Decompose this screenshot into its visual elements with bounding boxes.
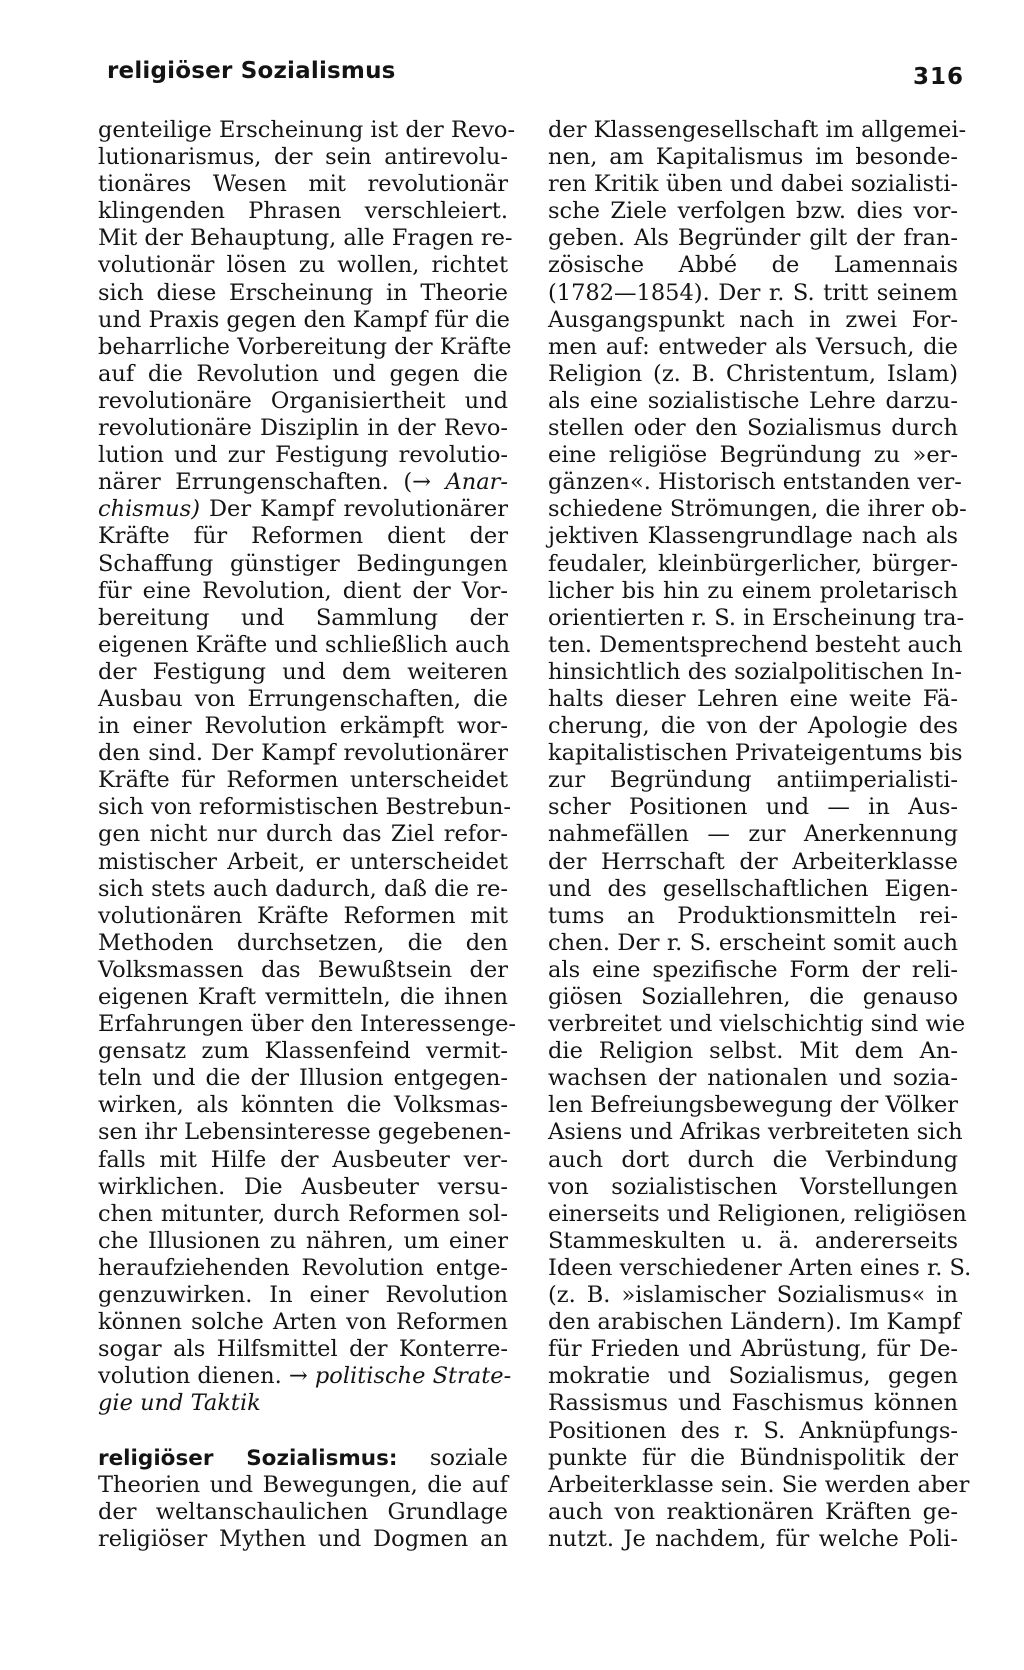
text-line: in einer Revolution erkämpft wor-	[98, 713, 508, 740]
left-line-xref-strategie-cont	[98, 1390, 508, 1417]
text-line: den sind. Der Kampf revolutionärer	[98, 740, 508, 767]
text-line: eigenen Kraft vermitteln, die ihnen	[98, 984, 508, 1010]
entry-spacer	[98, 1418, 508, 1445]
text-line: heraufziehenden Revolution entge-	[98, 1254, 508, 1281]
text-line: verbreitet und vielschichtig sind wie	[548, 1011, 966, 1038]
xref-politische-strategie[interactable]: politische Strate-	[314, 1363, 512, 1390]
entry-headword-line	[98, 1445, 508, 1472]
text-line: tums an Produktionsmitteln rei-	[548, 902, 958, 929]
text-line: cherung, die von der Apologie des	[548, 713, 958, 740]
text-line: chen mitunter, durch Reformen sol-	[98, 1200, 508, 1227]
text-line: nahmefällen — zur Anerkennung	[548, 821, 958, 848]
text-line: Schaffung günstiger Bedingungen	[98, 550, 508, 577]
text-line: die Religion selbst. Mit dem An-	[548, 1038, 958, 1065]
text-line: Kräfte für Reformen dient der	[98, 523, 508, 550]
text-line: auch von reaktionären Kräften ge-	[548, 1498, 958, 1525]
text-line: religiöser Mythen und Dogmen an	[98, 1525, 508, 1552]
text-line: mistischer Arbeit, er unterscheidet	[98, 848, 508, 875]
text-line: feudaler, kleinbürgerlicher, bürger-	[548, 550, 958, 577]
text-line: ten. Dementsprechend besteht auch	[548, 631, 963, 658]
entry-headword: religiöser Sozialismus:	[98, 1445, 398, 1471]
entry-body	[98, 1472, 508, 1553]
text-line: der Klassengesellschaft im allgemei-	[548, 117, 967, 143]
text-line: beharrliche Vorbereitung der Kräfte	[98, 333, 512, 360]
text-line: sche Ziele verfolgen bzw. dies vor-	[548, 198, 958, 225]
left-paragraph-continuation	[98, 117, 516, 469]
text-line: Methoden durchsetzen, die den	[98, 929, 508, 956]
text-line: kapitalistischen Privateigentums bis	[548, 740, 963, 767]
text-line: Arbeiterklasse sein. Sie werden aber	[548, 1471, 970, 1498]
text-line: licher bis hin zu einem proletarisch	[548, 577, 958, 604]
text-line: eigenen Kräfte und schließlich auch	[98, 631, 511, 658]
text-line: (1782—1854). Der r. S. tritt seinem	[548, 279, 958, 306]
text-line: men auf: entweder als Versuch, die	[548, 333, 958, 360]
text-line: teln und die der Illusion entgegen-	[98, 1065, 508, 1092]
text-line: volutionär lösen zu wollen, richtet	[98, 252, 508, 279]
text-line: Asiens und Afrikas verbreiteten sich	[548, 1119, 963, 1146]
text-line: sen ihr Lebensinteresse gegebenen-	[98, 1119, 511, 1146]
text-line: nen, am Kapitalismus im besonde-	[548, 144, 958, 171]
text-line: genzuwirken. In einer Revolution	[98, 1282, 508, 1309]
text-line: Rassismus und Faschismus können	[548, 1390, 958, 1417]
xref-anarchismus-cont[interactable]: chismus)	[98, 496, 200, 523]
running-head-term: religiöser Sozialismus	[107, 58, 396, 84]
text-line: revolutionäre Organisiertheit und	[98, 387, 508, 414]
text-line: falls mit Hilfe der Ausbeuter ver-	[98, 1146, 508, 1173]
text-line: Mit der Behauptung, alle Fragen re-	[98, 225, 513, 252]
left-column	[98, 117, 517, 1553]
text-segment: soziale	[397, 1444, 508, 1471]
left-line-xref-cont	[98, 496, 508, 523]
text-line: revolutionäre Disziplin in der Revo-	[98, 415, 508, 442]
text-line: gänzen«. Historisch entstanden ver-	[548, 469, 962, 496]
text-line: sich stets auch dadurch, daß die re-	[98, 875, 508, 902]
text-line: bereitung und Sammlung der	[98, 604, 508, 631]
text-line: als eine spezifische Form der reli-	[548, 956, 958, 983]
text-line: sich diese Erscheinung in Theorie	[98, 279, 508, 306]
text-line: gen nicht nur durch das Ziel refor-	[98, 821, 508, 848]
text-line: Volksmassen das Bewußtsein der	[98, 956, 508, 983]
text-segment: närer Errungenschaften. (→	[98, 469, 446, 496]
xref-politische-strategie-cont[interactable]: gie und Taktik	[98, 1390, 261, 1417]
text-line: wirken, als könnten die Volksmas-	[98, 1092, 508, 1119]
xref-anarchismus[interactable]: Anar-	[445, 469, 508, 496]
text-line: zösische Abbé de Lamennais	[548, 252, 958, 279]
left-line-xref	[98, 469, 508, 496]
text-line: hinsichtlich des sozialpolitischen In-	[548, 658, 963, 685]
text-line: für Frieden und Abrüstung, für De-	[548, 1336, 958, 1363]
text-line: der weltanschaulichen Grundlage	[98, 1498, 508, 1525]
text-line: auch dort durch die Verbindung	[548, 1146, 958, 1173]
text-line: Ideen verschiedener Arten eines r. S.	[548, 1254, 972, 1281]
text-line: von sozialistischen Vorstellungen	[548, 1173, 958, 1200]
text-line: scher Positionen und — in Aus-	[548, 794, 958, 821]
text-line: stellen oder den Sozialismus durch	[548, 415, 958, 442]
text-line: zur Begründung antiimperialisti-	[548, 767, 958, 794]
text-line: halts dieser Lehren eine weite Fä-	[548, 685, 958, 712]
text-line: als eine sozialistische Lehre darzu-	[548, 387, 958, 414]
text-line: können solche Arten von Reformen	[98, 1309, 508, 1336]
text-line: Theorien und Bewegungen, die auf	[98, 1471, 508, 1498]
right-paragraph	[548, 117, 972, 1553]
text-line: eine religiöse Begründung zu »er-	[548, 442, 958, 469]
text-line: geben. Als Begründer gilt der fran-	[548, 225, 958, 252]
text-line: den arabischen Ländern). Im Kampf	[548, 1309, 961, 1336]
text-line: Kräfte für Reformen unterscheidet	[98, 767, 508, 794]
text-line: orientierten r. S. in Erscheinung tra-	[548, 604, 965, 631]
text-segment: volution dienen. →	[98, 1363, 315, 1390]
text-line: Religion (z. B. Christentum, Islam)	[548, 360, 958, 387]
text-line: der Festigung und dem weiteren	[98, 658, 508, 685]
text-line: gensatz zum Klassenfeind vermit-	[98, 1038, 508, 1065]
text-segment: Der Kampf revolutionärer	[200, 496, 508, 523]
text-line: und des gesellschaftlichen Eigen-	[548, 875, 958, 902]
text-line: tionäres Wesen mit revolutionär	[98, 171, 508, 198]
left-paragraph-body	[98, 523, 517, 1363]
text-line: der Herrschaft der Arbeiterklasse	[548, 848, 958, 875]
text-line: lution und zur Festigung revolutio-	[98, 442, 508, 469]
text-line: len Befreiungsbewegung der Völker	[548, 1092, 959, 1119]
text-line: jektiven Klassengrundlage nach als	[548, 523, 958, 550]
text-line: auf die Revolution und gegen die	[98, 360, 508, 387]
text-line: wirklichen. Die Ausbeuter versu-	[98, 1173, 508, 1200]
text-line: volutionären Kräfte Reformen mit	[98, 902, 508, 929]
left-line-xref-strategie	[98, 1363, 512, 1390]
text-line: punkte für die Bündnispolitik der	[548, 1444, 958, 1471]
text-line: für eine Revolution, dient der Vor-	[98, 577, 508, 604]
text-line: chen. Der r. S. erscheint somit auch	[548, 929, 958, 956]
text-line: sich von reformistischen Bestrebun-	[98, 794, 511, 821]
text-line: Positionen des r. S. Anknüpfungs-	[548, 1417, 958, 1444]
text-line: lutionarismus, der sein antirevolu-	[98, 144, 508, 171]
text-line: sogar als Hilfsmittel der Konterre-	[98, 1336, 508, 1363]
text-line: schiedene Strömungen, die ihrer ob-	[548, 496, 967, 523]
text-line: ren Kritik üben und dabei sozialisti-	[548, 171, 958, 198]
page-number: 316	[912, 64, 964, 90]
text-line: nutzt. Je nachdem, für welche Poli-	[548, 1525, 958, 1552]
text-line: (z. B. »islamischer Sozialismus« in	[548, 1282, 958, 1309]
text-line: Erfahrungen über den Interessenge-	[98, 1011, 517, 1038]
text-line: einerseits und Religionen, religiösen	[548, 1200, 967, 1227]
text-line: Stammeskulten u. ä. andererseits	[548, 1227, 958, 1254]
text-line: mokratie und Sozialismus, gegen	[548, 1363, 958, 1390]
text-line: und Praxis gegen den Kampf für die	[98, 306, 510, 333]
text-line: giösen Soziallehren, die genauso	[548, 984, 958, 1010]
text-line: genteilige Erscheinung ist der Revo-	[98, 117, 516, 143]
text-line: klingenden Phrasen verschleiert.	[98, 198, 508, 225]
text-line: che Illusionen zu nähren, um einer	[98, 1227, 508, 1254]
right-column	[548, 117, 972, 1553]
text-line: Ausgangspunkt nach in zwei For-	[548, 306, 958, 333]
text-line: wachsen der nationalen und sozia-	[548, 1065, 958, 1092]
text-line: Ausbau von Errungenschaften, die	[98, 685, 508, 712]
